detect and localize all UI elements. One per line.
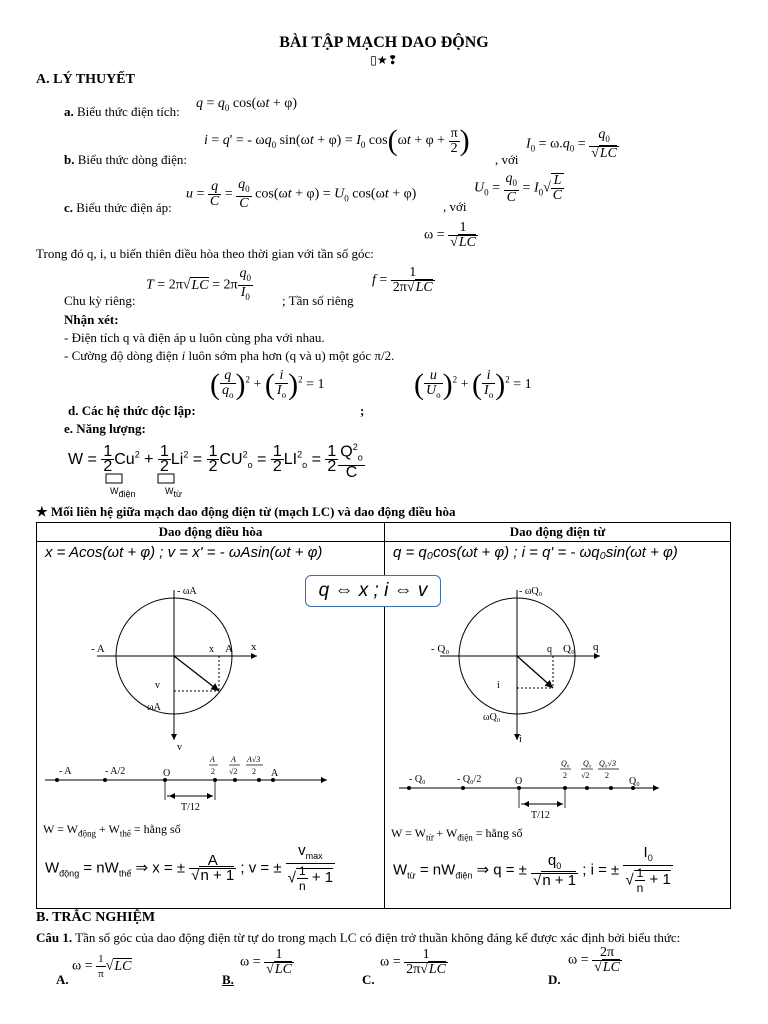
right-line-minus-half: - Q₀/2 [457,774,482,785]
question-1: Câu 1. Tần số góc của dao động điện từ tự do trong mạch LC có điện trở thuần không đáng kể được xác định bởi biểu thức: [36,930,681,945]
svg-text:2: 2 [563,771,567,780]
item-c-with: , với [443,199,467,214]
frequency-text: ; Tần số riêng [282,293,354,308]
left-period-label: T/12 [181,802,200,813]
voltage-formula: u = $\frac{q}{C}$ = $\frac{q_0}{C}$ $\cos(\omega t + \varphi) = U_0$ cos(ωt + φ) [186,177,417,211]
period-formula: T = 2π√LC = 2π $\frac{q_0}{I_0}$ [146,266,252,302]
option-d-label[interactable]: D. [548,972,561,987]
left-top-label: - ωA [177,586,197,597]
item-b-with: , với [495,152,519,167]
svg-text:√2: √2 [581,771,590,780]
svg-text:2: 2 [252,767,256,776]
right-i-label: i [497,680,500,691]
energy-formula: W = $\frac{1}{2}$ $Cu^2$ + $\frac{1}{2}$ $Li^2$ = $\frac{1}{2}$ $CU^2_o$ = $\frac{1}{2}$ $LI^2_o$ = $\frac{1}{2}$ $\frac{Q^2_o}{C}$ [68,442,363,481]
item-d-separator: ; [360,403,365,418]
independent-relation-2: ( $\frac{u}{U_o}$ )$^2$ + ( $\frac{i}{I_o}$ )$^2$ = 1 [414,367,532,401]
left-equation: x = Acos(ωt + φ) ; v = x' = - ωAsin(ωt + φ) [45,544,323,561]
charge-formula: $q = q_0$ cos(ωt + φ) [196,96,297,113]
left-line-minus-half: - A/2 [105,766,126,777]
right-minus-q0-label: - Q₀ [431,643,450,655]
left-line-a: A [271,768,279,779]
right-rotating-vector [517,656,553,688]
left-x-label: x [209,644,214,655]
period-text: Chu kỳ riêng: [64,293,136,308]
title-ornament: ▯★❢ [370,53,398,67]
section-a-heading: A. LÝ THUYẾT [36,72,135,87]
relation-heading: ★ Mối liên hệ giữa mạch dao động điện từ (mạch LC) và dao động điều hòa [36,504,456,519]
left-bottom-label: ωA [147,702,161,713]
right-period-label: T/12 [531,810,550,821]
option-d-formula[interactable]: ω = $\frac{2\pi}{√LC}$ [568,945,620,975]
right-header-cell [385,523,731,542]
left-energy-formula: $W_{động} = nW_{thế}$ ⇒ x = ± $\frac{A}{√n + 1}$ ; v = ± $v_{max}$ √ $\frac{1}{n}$ + 1 [45,842,334,893]
left-line-origin: O [163,768,171,779]
left-rotating-vector [174,656,219,691]
remark-line-1: - Điện tích q và điện áp u luôn cùng pha với nhau. [64,330,325,345]
energy-magnetic-label: $W_{từ}$ [165,486,183,499]
right-energy-formula: $W_{từ} = nW_{điện}$ ⇒ q = ± $\frac{q_0}{√n + 1}$ ; i = ± $I_0$ √ $\frac{1}{n}$ + 1 [393,844,671,895]
svg-text:A: A [231,755,236,764]
angular-frequency-text: Trong đó q, i, u biến thiên điều hòa theo thời gian với tần số góc: [36,246,374,261]
current-formula: i = q' = - $\omega q_0$ $\sin(\omega t + \varphi) = I_0$ cos(ωt + φ + $\frac{\pi}{2}$ ) [204,124,470,157]
right-line-minus-q0: - Q₀ [409,774,426,785]
angular-frequency-formula: ω = $\frac{1}{√LC}$ [424,220,476,250]
right-top-label: - ωQ₀ [519,586,543,597]
energy-underbraces [100,470,190,486]
left-line-minus-a: - A [59,766,72,777]
item-c: c. Biểu thức điện áp: [64,200,172,215]
svg-text:Q₀: Q₀ [561,759,570,768]
right-header: Dao động điện từ [509,524,606,539]
left-a-label: A [225,643,233,655]
item-a: a. Biểu thức điện tích: [64,104,180,119]
svg-text:2: 2 [211,767,215,776]
svg-text:Q₀: Q₀ [583,759,592,768]
current-amplitude: $I_0 = \omega.q_0$ = $\frac{q_0}{√LC}$ [526,127,618,161]
item-d: d. Các hệ thức độc lập: [68,403,196,418]
right-line-origin: O [515,776,523,787]
svg-text:Q₀√3: Q₀√3 [599,759,616,768]
option-a-formula[interactable]: ω = $\frac{1}{\pi}$ √LC [72,953,132,980]
left-v-label: v [155,680,160,691]
right-q0-label: Q₀ [563,643,575,655]
right-line-q0: Q₀ [629,776,640,787]
item-b: b. Biểu thức dòng điện: [64,152,187,167]
svg-text:2: 2 [605,771,609,780]
left-axis-v-label: v [177,742,182,753]
section-b-heading: B. TRẮC NGHIỆM [36,910,156,925]
remark-line-2: - Cường độ dòng điện i luôn sớm pha hơn (q và u) một góc π/2. [64,348,395,363]
right-axis-q-label: q [593,641,599,653]
right-equation: q = q₀cos(ωt + φ) ; i = q' = - ωq₀sin(ωt + φ) [393,544,678,561]
left-axis-x-label: x [251,641,257,653]
item-e: e. Năng lượng: [64,421,146,436]
option-a-label[interactable]: A. [56,972,69,987]
page-title: BÀI TẬP MẠCH DAO ĐỘNG [279,34,489,51]
left-header: Dao động điều hòa [158,524,263,539]
right-energy-text: $W = W_{từ} + W_{điện}$ = hằng số [391,826,523,843]
independent-relation-1: ( $\frac{q}{q_o}$ )$^2$ + ( $\frac{i}{I_o}$ )$^2$ = 1 [210,367,325,401]
energy-electric-label: $W_{điện}$ [110,486,136,499]
left-energy-text: $W = W_{động} + W_{thế}$ = hằng số [43,822,181,839]
left-header-cell [37,523,385,542]
frequency-formula: f = $\frac{1}{2\pi√LC}$ [372,265,433,295]
option-c-label[interactable]: C. [362,972,375,987]
right-axis-i-label: i [519,734,522,745]
svg-text:A: A [210,755,215,764]
option-b-label[interactable]: B. [222,972,234,987]
svg-text:√2: √2 [229,767,238,776]
voltage-amplitude: $U_0$ = $\frac{q_0}{C}$ = $I_0√$ $\frac{L}{C}$ [474,171,563,205]
right-bottom-label: ωQ₀ [483,712,501,723]
mapping-box: q ⇔ x ; i ⇔ v [305,575,441,607]
left-minus-a-label: - A [91,643,105,655]
option-c-formula[interactable]: ω = $\frac{1}{2\pi√LC}$ [380,947,447,977]
option-b-formula[interactable]: ω = $\frac{1}{√LC}$ [240,947,292,977]
svg-text:A√3: A√3 [247,755,261,764]
remark-title: Nhận xét: [64,312,119,327]
right-q-label: q [547,644,552,655]
